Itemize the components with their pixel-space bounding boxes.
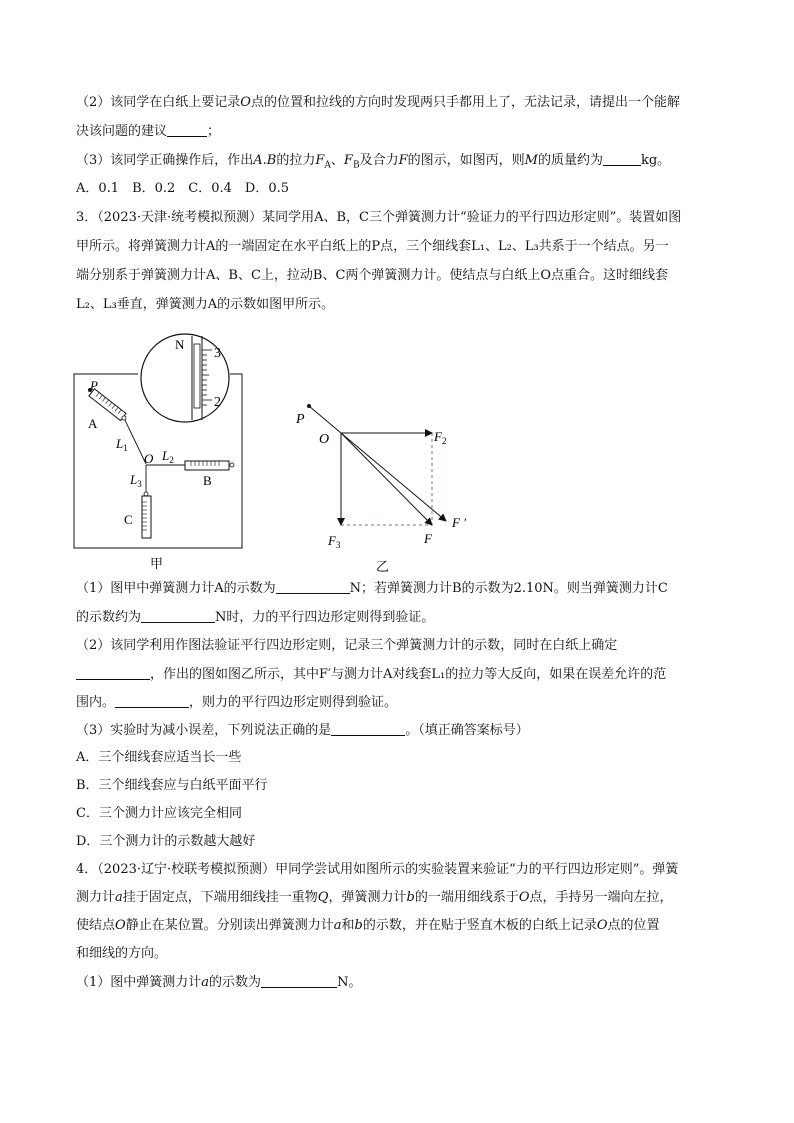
- answer-blank[interactable]: [603, 151, 641, 166]
- text: 及合力: [359, 153, 399, 168]
- var-b: b: [406, 890, 415, 905]
- q3-stem-1: 3．（2023·天津·统考模拟预测）某同学用A、B，C三个弹簧测力计“验证力的平行四边形定则”。装置如图: [76, 210, 682, 225]
- q2-line-2: [76, 94, 680, 112]
- text: 静止在某位置。分别读出弹簧测力计: [125, 918, 334, 933]
- label-f2: $F_2$: [434, 429, 447, 446]
- text: 的一端用细线系于: [414, 890, 519, 905]
- text: N；若弹簧测力计B的示数为2.10N。则当弹簧测力计C: [349, 581, 668, 596]
- var-a: a: [115, 890, 123, 905]
- var-f: F: [398, 153, 408, 168]
- answer-blank[interactable]: [276, 579, 350, 594]
- var-q: Q: [317, 890, 329, 905]
- text: 点，手持另一端向左拉，: [529, 890, 673, 905]
- answer-blank[interactable]: [141, 608, 215, 623]
- text: 的拉力: [276, 153, 316, 168]
- line-po: [309, 406, 341, 433]
- text: 使结点: [76, 918, 116, 933]
- text: 。（填正确答案标号）: [405, 723, 529, 738]
- var-a: a: [333, 918, 342, 933]
- answer-blank[interactable]: [331, 721, 405, 736]
- answer-blank[interactable]: [76, 665, 150, 680]
- hook: [144, 492, 148, 496]
- var-o: O: [240, 95, 251, 110]
- scale-tick-2: 2: [214, 395, 221, 410]
- text: 的图示，如图丙，则: [407, 153, 525, 168]
- var-m: M: [524, 153, 538, 168]
- q3-option-a[interactable]: A．三个细线套应适当长一些: [76, 750, 242, 765]
- figure-caption-jia: 甲: [150, 556, 164, 571]
- q4-stem-4: 和细线的方向。: [76, 946, 168, 961]
- q3-stem-2: 甲所示。将弹簧测力计A的一端固定在水平白纸上的P点，三个细线套L₁、L₂、L₃共系于一个结点。另一: [76, 239, 669, 254]
- scale-tick-3: 3: [214, 346, 221, 361]
- text: 挂于固定点，下端用细线挂一重物: [122, 890, 318, 905]
- label-o: O: [144, 451, 154, 466]
- scale-unit-n: N: [175, 337, 185, 352]
- label-f: F: [424, 531, 432, 546]
- text: N。: [337, 975, 362, 990]
- label-a: A: [88, 416, 98, 431]
- label-l3: $L_3$: [130, 472, 142, 489]
- figure-jia: [70, 322, 250, 572]
- text: ，则力的平行四边形定则得到验证。: [189, 695, 398, 710]
- text: ，弹簧测力计: [328, 890, 407, 905]
- text: （3）实验时为减小误差，下列说法正确的是: [76, 723, 332, 738]
- figure-yi: [290, 395, 490, 575]
- text: 的示数为: [209, 975, 262, 990]
- q2-line-3: [76, 151, 670, 175]
- text: 、: [330, 153, 344, 168]
- vector-f: [341, 433, 432, 525]
- label-f-prime: F ′: [452, 515, 467, 530]
- var-fb: F: [343, 153, 353, 168]
- text: kg: [640, 153, 658, 168]
- var-b: b: [354, 918, 363, 933]
- vector-f-prime: [341, 433, 446, 521]
- q3-sub3: [76, 721, 529, 740]
- text: ，作出的图如图乙所示，其中F′与测力计A对线套L₁的拉力等大反向，如果在误差允许的范: [150, 667, 667, 682]
- answer-blank[interactable]: [115, 693, 189, 708]
- label-b: B: [203, 473, 212, 488]
- text: 的质量约为: [537, 153, 603, 168]
- q4-sub1: [76, 973, 361, 992]
- var-o: O: [115, 918, 126, 933]
- text: 和: [341, 918, 355, 933]
- label-l2: $L_2$: [162, 448, 174, 465]
- q3-sub2-line3: [76, 693, 397, 712]
- scale-pointer-bar: [194, 344, 200, 408]
- q2-line-2b: [76, 122, 220, 141]
- text: 围内。: [76, 695, 116, 710]
- var-o: O: [518, 890, 530, 905]
- text: （1）图中弹簧测力计: [76, 975, 202, 990]
- q3-sub2-line2: [76, 665, 666, 684]
- figure-caption-yi: 乙: [376, 559, 390, 574]
- label-p: P: [296, 412, 305, 427]
- text: N时，力的平行四边形定则得到验证。: [215, 610, 435, 625]
- text: （1）图甲中弹簧测力计A的示数为: [76, 581, 276, 596]
- text: 决该问题的建议: [76, 124, 168, 139]
- string-l1: [124, 418, 146, 464]
- text: 的示数约为: [76, 610, 142, 625]
- q3-option-c[interactable]: C．三个测力计应该完全相同: [76, 806, 242, 821]
- var-a: a: [201, 975, 210, 990]
- sub: B: [352, 160, 360, 171]
- text: ；: [207, 124, 221, 139]
- var-o: O: [596, 918, 608, 933]
- q2-options: A．0.1 B．0.2 C．0.4 D．0.5: [76, 181, 290, 196]
- label-o: O: [319, 432, 330, 447]
- text: （2）该同学在白纸上要记录: [76, 95, 241, 110]
- text: 。: [657, 153, 671, 168]
- q3-stem-4: L₂、L₃垂直，弹簧测力A的示数如图甲所示。: [76, 297, 335, 312]
- text: 点的位置: [607, 918, 660, 933]
- q4-stem-3: [76, 917, 660, 935]
- answer-blank[interactable]: [261, 973, 337, 988]
- hook: [230, 463, 234, 467]
- q3-sub1-line1: [76, 579, 668, 598]
- var-fa: F: [315, 153, 325, 168]
- text: 点的位置和拉线的方向时发现两只手都用上了，无法记录，请提出一个能解: [250, 95, 680, 110]
- q3-stem-3: 端分别系于弹簧测力计A、B、C上，拉动B、C两个弹簧测力计。使结点与白纸上O点重合。这时细线套: [76, 268, 669, 283]
- label-f3: $F_3$: [328, 533, 341, 550]
- q3-sub2-line1: （2）该同学利用作图法验证平行四边形定则，记录三个弹簧测力计的示数，同时在白纸上确定: [76, 638, 618, 653]
- q4-stem-1: 4．（2023·辽宁·校联考模拟预测）甲同学尝试用如图所示的实验装置来验证“力的平行四边形定则”。弹簧: [76, 862, 679, 877]
- hook: [122, 416, 126, 420]
- sub: A: [324, 160, 331, 171]
- q4-stem-2: [76, 889, 673, 907]
- q3-option-d[interactable]: D．三个测力计的示数越大越好: [76, 834, 256, 849]
- label-p: P: [90, 378, 98, 393]
- text: 的示数，并在贴于竖直木板的白纸上记录: [362, 918, 597, 933]
- label-l1: $L_1$: [116, 436, 128, 453]
- text: 测力计: [76, 890, 116, 905]
- answer-blank[interactable]: [167, 122, 207, 137]
- text: （3）该同学正确操作后，作出: [76, 153, 254, 168]
- q3-sub1-line2: [76, 608, 434, 627]
- var-ab: A.B: [253, 153, 277, 168]
- label-c: C: [124, 512, 133, 527]
- q3-option-b[interactable]: B．三个细线套应与白纸平面平行: [76, 778, 268, 793]
